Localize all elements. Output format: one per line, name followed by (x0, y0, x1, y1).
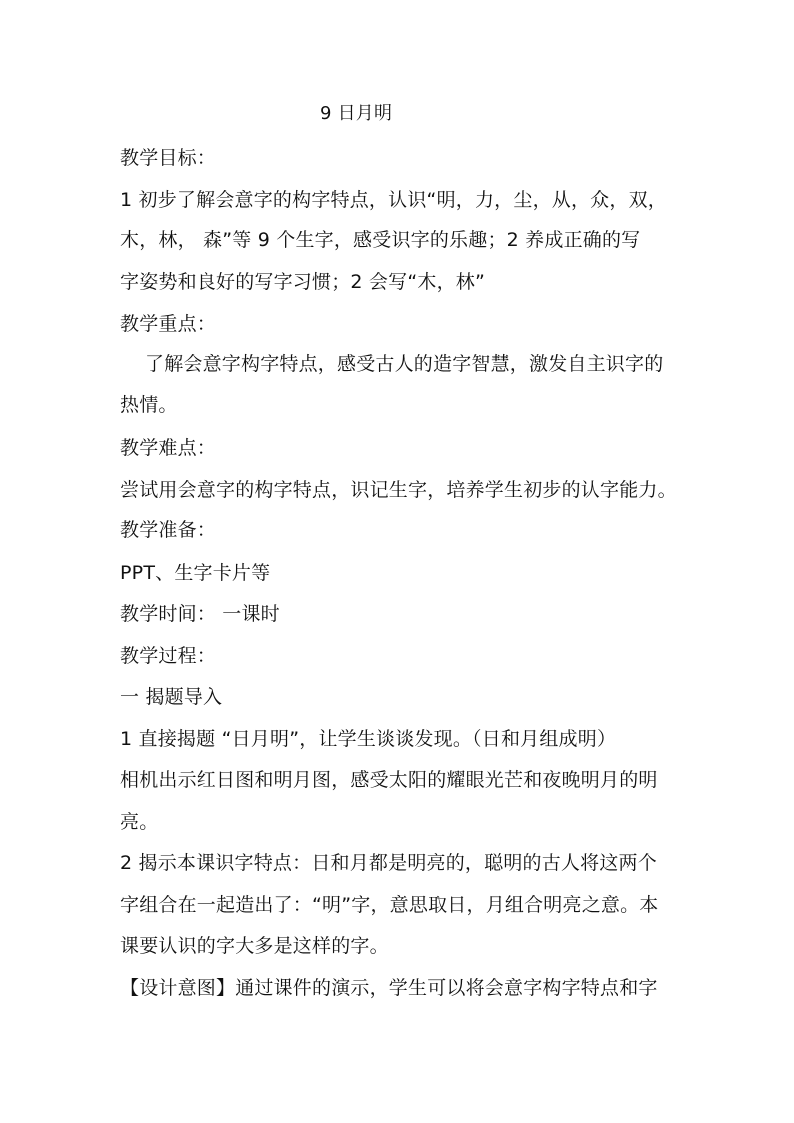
paragraph-line: 相机出示红日图和明月图，感受太阳的耀眼光芒和夜晚明月的明 (120, 769, 658, 791)
section-heading-key-points: 教学重点： (120, 313, 217, 335)
section-heading-process: 教学过程： (120, 645, 217, 667)
paragraph-line: 字组合在一起造出了：“明”字，意思取日，月组合明亮之意。本 (120, 894, 659, 916)
paragraph-line: 字姿势和良好的写字习惯；2 会写“木，林” (120, 271, 486, 293)
paragraph-line: 1 直接揭题 “日月明”，让学生谈谈发现。（日和月组成明） (120, 728, 617, 750)
paragraph-line: 1 初步了解会意字的构字特点，认识“明，力，尘，从，众，双， (120, 189, 667, 211)
paragraph-line: 热情。 (120, 394, 178, 416)
paragraph-line: 亮。 (120, 811, 159, 833)
section-heading-difficulties: 教学难点： (120, 437, 217, 459)
subheading-introduction: 一 揭题导入 (120, 686, 223, 708)
paragraph-line: 2 揭示本课识字特点：日和月都是明亮的，聪明的古人将这两个 (120, 852, 657, 874)
section-heading-objectives: 教学目标： (120, 147, 217, 169)
paragraph-line: 木，林， 森”等 9 个生字，感受识字的乐趣；2 养成正确的写 (120, 229, 641, 251)
section-heading-time: 教学时间： 一课时 (120, 603, 280, 625)
page-title: 9 日月明 (320, 103, 393, 124)
paragraph-line-design-intent: 【设计意图】通过课件的演示，学生可以将会意字构字特点和字 (120, 977, 658, 999)
paragraph-line: 课要认识的字大多是这样的字。 (120, 935, 389, 957)
section-heading-preparation: 教学准备： (120, 519, 217, 541)
paragraph-line: 了解会意字构字特点，感受古人的造字智慧，激发自主识字的 (145, 353, 664, 375)
paragraph-line: PPT、生字卡片等 (120, 562, 271, 584)
paragraph-line: 尝试用会意字的构字特点，识记生字，培养学生初步的认字能力。 (120, 479, 677, 501)
